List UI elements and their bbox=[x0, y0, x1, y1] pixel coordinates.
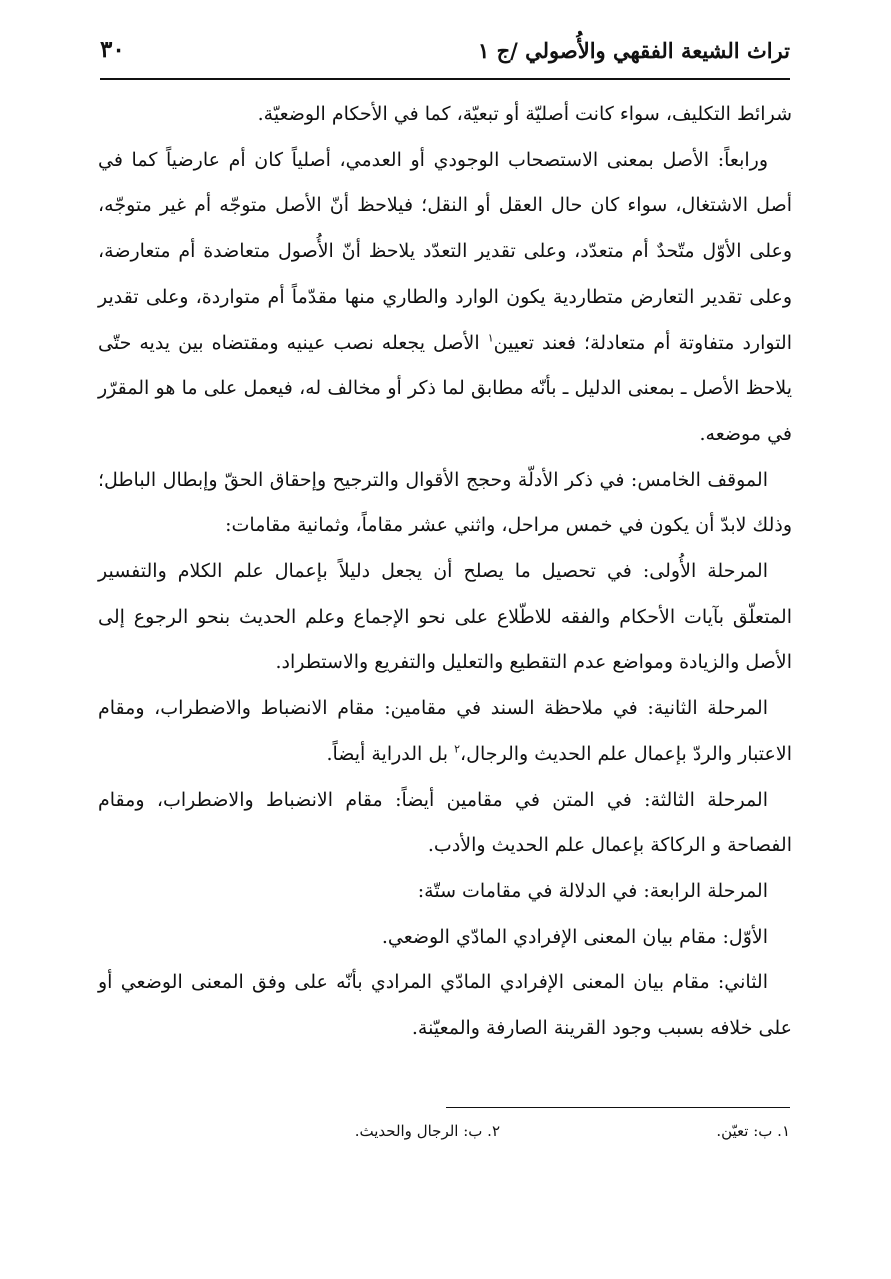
paragraph-text: الأوّل: مقام بيان المعنى الإفرادي المادّي الوضعي. bbox=[381, 925, 768, 948]
footnote-ref-1[interactable]: ١ bbox=[487, 331, 494, 345]
footnote-1: ١. ب: تعيّن. bbox=[716, 1122, 790, 1140]
paragraph-3 bbox=[98, 458, 792, 549]
footnote-2: ٢. ب: الرجال والحديث. bbox=[354, 1122, 500, 1140]
paragraph-text-continued: الأصل يجعله نصب عينيه ومقتضاه بين يديه حتّى يلاحظ الأصل ـ بمعنى الدليل ـ بأنّه مطابق لما ذكر أو مخالف له، فيعمل على ما هو المقرّر في موضعه. bbox=[98, 331, 792, 445]
running-title: تراث الشيعة الفقهي والأُصولي /ج ١ bbox=[478, 38, 790, 63]
paragraph-text: المرحلة الرابعة: في الدلالة في مقامات ستّة: bbox=[417, 879, 768, 902]
paragraph-text-continued: بل الدراية أيضاً. bbox=[326, 742, 455, 765]
paragraph-text: الثاني: مقام بيان المعنى الإفرادي المادّي المرادي بأنّه على وفق المعنى الوضعي أو على خلافه بسبب وجود القرينة الصارفة والمعيّنة. bbox=[98, 971, 792, 1040]
page-header bbox=[100, 34, 790, 74]
paragraph-text: المرحلة الثانية: في ملاحظة السند في مقامين: مقام الانضباط والاضطراب، ومقام الاعتبار والردّ بإعمال علم الحديث والرجال، bbox=[98, 697, 792, 765]
paragraph-7 bbox=[98, 869, 792, 915]
paragraph-text: الموقف الخامس: في ذكر الأدلّة وحجج الأقوال والترجيح وإحقاق الحقّ وإبطال الباطل؛ وذلك لابدّ أن يكون في خمس مراحل، واثني عشر مقاماً، وثمانية مقامات: bbox=[98, 468, 792, 537]
paragraph-2 bbox=[98, 138, 792, 458]
header-divider bbox=[100, 78, 790, 80]
footnote-ref-2[interactable]: ٢ bbox=[454, 742, 461, 756]
paragraph-text: المرحلة الثالثة: في المتن في مقامين أيضاً: مقام الانضباط والاضطراب، ومقام الفصاحة و الركاكة بإعمال علم الحديث والأدب. bbox=[98, 788, 792, 857]
paragraph-8 bbox=[98, 915, 792, 961]
paragraph-6 bbox=[98, 778, 792, 869]
main-text bbox=[98, 92, 792, 1052]
footnotes bbox=[100, 1122, 790, 1152]
footnote-divider bbox=[446, 1107, 790, 1108]
paragraph-text: شرائط التكليف، سواء كانت أصليّة أو تبعيّة، كما في الأحكام الوضعيّة. bbox=[257, 103, 792, 125]
paragraph-1 bbox=[98, 92, 792, 138]
page-number: ٣٠ bbox=[100, 36, 125, 63]
paragraph-9 bbox=[98, 960, 792, 1051]
paragraph-text: ورابعاً: الأصل بمعنى الاستصحاب الوجودي أو العدمي، أصلياً كان أم عارضياً كما في أصل الاشتغال، سواء كان حال العقل أو النقل؛ فيلاحظ أنّ الأصل متوجّه أم غير متوجّه، وعلى الأوّل متّحدٌ أم متعدّد، وعلى تقدير التعدّد يلاحظ أنّ الأُصول متعاضدة أم متعارضة، وعلى تقدير التعارض متطاردية يكون الوارد والطاري منها مقدّماً أم متواردة، وعلى تقدير التوارد متفاوتة أم متعادلة؛ فعند تعيين bbox=[98, 148, 793, 354]
paragraph-5 bbox=[98, 686, 792, 777]
paragraph-text: المرحلة الأُولى: في تحصيل ما يصلح أن يجعل دليلاً بإعمال علم الكلام والتفسير المتعلّق بآيات الأحكام والفقه للاطّلاع على نحو الإجماع وعلم الحديث بنحو الرجوع إلى الأصل والزيادة ومواضع عدم التقطيع والتعليل والتفريع والاستطراد. bbox=[98, 560, 792, 674]
paragraph-4 bbox=[98, 549, 792, 686]
